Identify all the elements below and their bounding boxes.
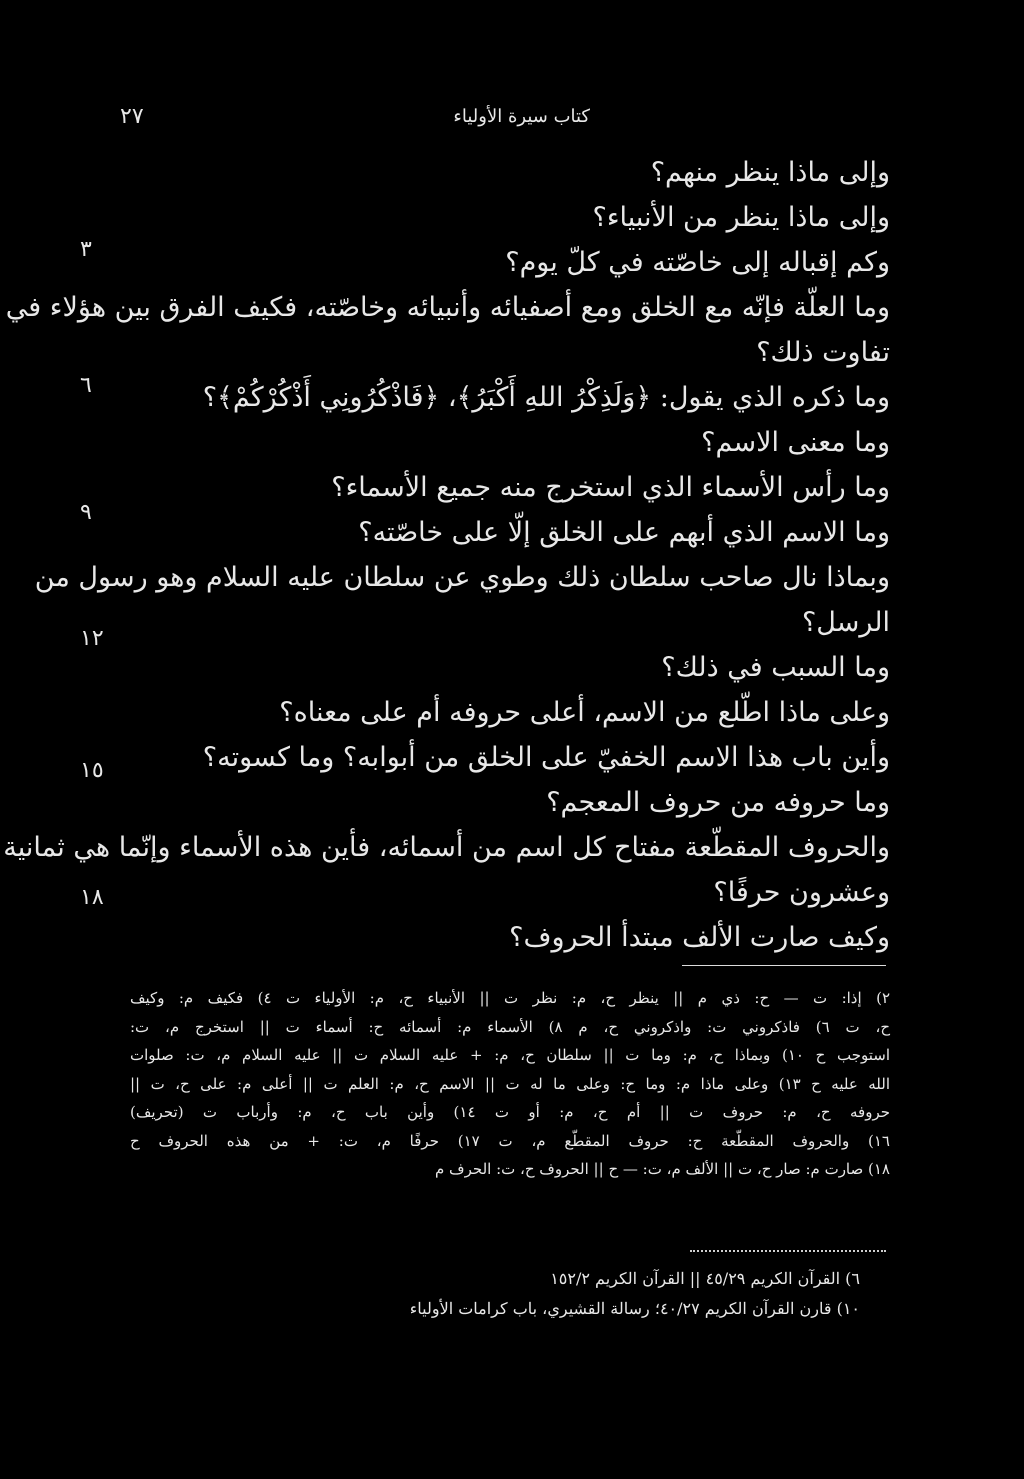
sources-divider (690, 1250, 886, 1252)
source-line: ١٠) قارن القرآن الكريم ٤٠/٢٧؛ رسالة القشيري، باب كرامات الأولياء (409, 1299, 860, 1318)
book-title: كتاب سيرة الأولياء (453, 106, 590, 127)
running-head (120, 104, 590, 134)
text-line: وكم إقباله إلى خاصّته في كلّ يوم؟ (505, 247, 890, 278)
line-number: ١٢ (80, 626, 104, 651)
apparatus-line: ح، ت ٦) فاذكروني ت: واذكروني ح، م ٨) الأسماء م: أسمائه ح: أسماء ت || استخرج م، ت: (130, 1017, 891, 1036)
text-line: وما معنى الاسم؟ (701, 427, 890, 458)
text-line: وعشرون حرفًا؟ (713, 877, 890, 908)
line-number: ٣ (80, 237, 92, 262)
text-line: وبماذا نال صاحب سلطان ذلك وطوي عن سلطان عليه السلام وهو رسول من (34, 562, 890, 593)
text-line: وإلى ماذا ينظر من الأنبياء؟ (592, 202, 890, 233)
text-line: وما الاسم الذي أبهم على الخلق إلّا على خاصّته؟ (358, 517, 890, 548)
text-line: وما ذكره الذي يقول: ﴿وَلَذِكْرُ اللهِ أَكْبَرُ﴾، ﴿فَاذْكُرُونِي أَذْكُرْكُمْ﴾؟ (202, 382, 890, 413)
apparatus-divider (682, 965, 886, 966)
apparatus-line: ١٨) صارت م: صار ح، ت || الألف م، ت: — ح || الحروف ح، ت: الحرف م (435, 1160, 890, 1178)
line-number: ١٨ (80, 885, 104, 910)
text-line: وما رأس الأسماء الذي استخرج منه جميع الأسماء؟ (331, 472, 890, 503)
text-line: تفاوت ذلك؟ (756, 337, 890, 368)
line-number: ١٥ (80, 758, 104, 783)
apparatus-line: استوجب ح ١٠) وبماذا ح، م: وما ت || سلطان ح، م: + عليه السلام ت || عليه السلام م، ت: صلوات (130, 1046, 890, 1064)
text-line: وإلى ماذا ينظر منهم؟ (650, 157, 890, 188)
text-line: والحروف المقطّعة مفتاح كل اسم من أسمائه، فأين هذه الأسماء وإنّما هي ثمانية (3, 832, 890, 863)
text-line: الرسل؟ (801, 607, 890, 638)
text-line: وما السبب في ذلك؟ (661, 652, 890, 683)
apparatus-line: حروفه ح، م: حروف ت || أم ح، م: أو ت ١٤) وأين باب ح، م: وأرباب ت (تحريف) (130, 1103, 890, 1121)
line-number: ٦ (80, 373, 92, 398)
apparatus-line: ١٦) والحروف المقطّعة ح: حروف المقطّع م، ت ١٧) حرفًا م، ت: + من هذه الحروف ح (130, 1131, 890, 1150)
apparatus-line: ٢) إذا: ت — ح: ذي م || ينظر ح، م: نظر ت || الأنبياء ح، م: الأولياء ت ٤) فكيف م: وكيف (130, 989, 891, 1007)
text-line: وعلى ماذا اطّلع من الاسم، أعلى حروفه أم على معناه؟ (279, 697, 890, 728)
text-line: وما العلّة فإنّه مع الخلق ومع أصفيائه وأنبيائه وخاصّته، فكيف الفرق بين هؤلاء في (5, 292, 890, 323)
text-line: وما حروفه من حروف المعجم؟ (546, 787, 890, 818)
text-line: وأين باب هذا الاسم الخفيّ على الخلق من أبوابه؟ وما كسوته؟ (202, 742, 890, 773)
text-line: وكيف صارت الألف مبتدأ الحروف؟ (509, 922, 890, 953)
source-references (300, 1264, 860, 1324)
source-line: ٦) القرآن الكريم ٤٥/٢٩ || القرآن الكريم ١٥٢/٢ (550, 1269, 860, 1288)
apparatus-line: الله عليه ح ١٣) وعلى ماذا م: وما ح: وعلى ما له ت || الاسم ح، م: العلم ت || أعلى م: على ح، ت || (130, 1074, 890, 1093)
critical-apparatus (130, 984, 890, 1184)
line-number: ٩ (80, 500, 92, 525)
page-number: ٢٧ (120, 104, 144, 129)
